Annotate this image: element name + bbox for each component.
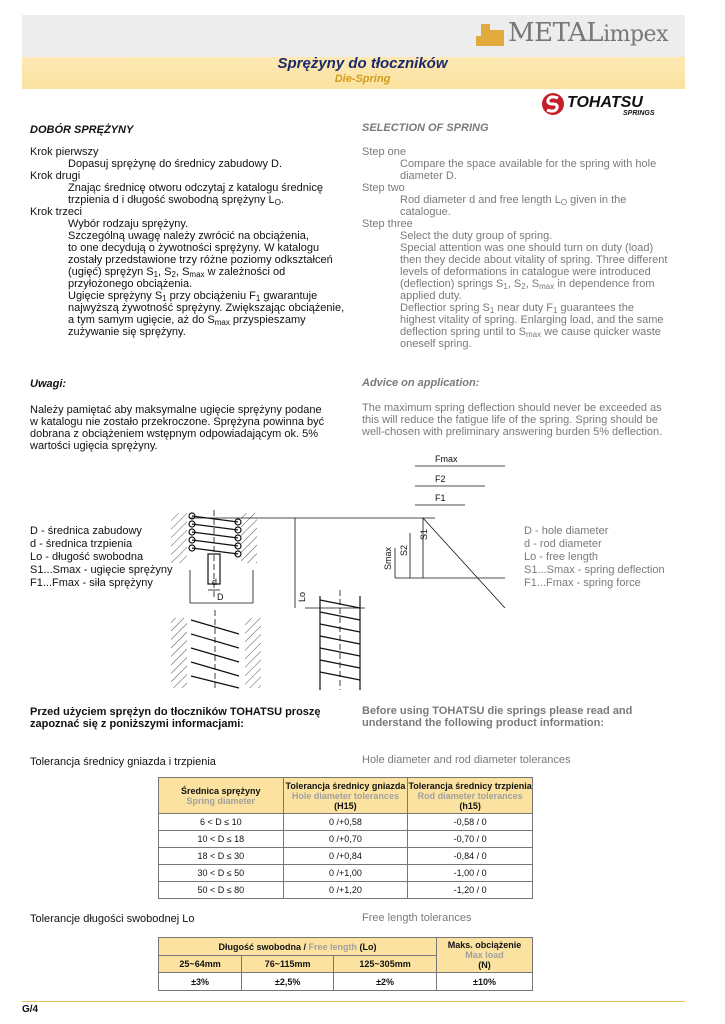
top-spring [171, 510, 257, 603]
notes-heading-pl: Uwagi: [30, 378, 67, 390]
table-header [159, 778, 533, 814]
bottom-spring-hatch-right [245, 618, 261, 688]
diameter-tolerance-table [158, 777, 533, 899]
legend-en: D - hole diameter d - rod diameter Lo - free length S1...Smax - spring deflection F1...Fmax - spring force [524, 525, 665, 589]
label-f2: F2 [435, 474, 446, 484]
top-spring-hatch-right [241, 513, 257, 563]
dimension-lines [190, 466, 505, 608]
label-s2: S2 [399, 544, 409, 556]
table-header [159, 938, 533, 956]
label-smax: Smax [383, 546, 393, 570]
before-using-pl: Przed użyciem sprężyn do tłoczników TOHATSU proszę zapoznać się z poniższymi informacjami: [30, 706, 321, 730]
bottom-spring [171, 610, 261, 690]
length-tolerance-table [158, 937, 533, 991]
free-spring [320, 590, 360, 690]
metalimpex-logo: METALimpex [508, 18, 668, 48]
notes-text-en: The maximum spring deflection should never be exceeded as this will reduce the fatigue life of the spring. Spring should be well-chosen with preliminary answering burden 5% deflection. [362, 402, 663, 438]
table-row: 18 < D ≤ 30 0 /+0,84 -0,84 / 0 [159, 848, 533, 865]
bottom-spring-hatch-left [171, 618, 187, 688]
label-s1: S1 [419, 528, 429, 540]
label-lo: Lo [297, 591, 307, 602]
footer-line [22, 1001, 685, 1002]
selection-steps-pl: Krok pierwszy Dopasuj sprężynę do średnicy zabudowy D. Krok drugi Znając średnicę otworu odczytaj z katalogu średnicę trzpienia d i długość swobodną sprężyny $L_O$. Krok trzeci Wybór rodzaju sprężyny. Szczególną uwagę należy zwrócić na obciążenia, to one decydują o żywotności sprężyny. W katalogu zostały przedstawione trzy różne poziomy odkształceń (ugięć) sprężyn $S_1$, $S_2$, $S_{max}$ w zależności od przyłożonego obciążenia. Ugięcie sprężyny $S_1$ przy obciążeniu $F_1$ gwarantuje najwyższą żywotność sprężyny. Zwiększając obciążenie, a tym samym ugięcie, aż do $S_{max}$ przyspieszamy zużywanie się sprężyny. [30, 146, 345, 338]
col-hole-tolerance: Tolerancja średnicy gniazda Hole diameter tolerances (H15) [283, 778, 408, 814]
length-tol-label-pl: Tolerancje długości swobodnej Lo [30, 913, 195, 925]
notes-heading-en: Advice on application: [362, 377, 480, 389]
selection-steps-en: Step one Compare the space available for the spring with hole diameter D. Step two Rod diameter d and free length $L_O$ given in the catalogue. Step three Select the duty group of spring. Special attention was one should turn on duty (load) then they decide about vitality of spring. Three different levels of deformations in catalogue were introduced (deflection) springs $S_1$, $S_2$, $S_{max}$ in dependence from applied duty. Deflectior spring $S_1$ near duty $F_1$ guarantees the highest vitality of spring. Enlarging load, and the same deflection spring until to $S_{max}$ we cause quicker waste oneself spring. [362, 146, 668, 350]
label-d-rod: d [212, 577, 218, 587]
label-f1: F1 [435, 493, 446, 503]
svg-text:TOHATSU: TOHATSU [567, 94, 643, 111]
page-number: G/4 [22, 1004, 39, 1015]
tohatsu-logo [541, 92, 676, 116]
legend-pl: D - średnica zabudowy d - średnica trzpienia Lo - długość swobodna S1...Smax - ugięcie sprężyny F1...Fmax - siła sprężyny [30, 525, 173, 589]
page-title: Sprężyny do tłoczników [277, 55, 448, 72]
selection-heading-pl: DOBÓR SPRĘŻYNY [30, 124, 134, 136]
table-row: ±3% ±2,5% ±2% ±10% [159, 973, 533, 991]
metalimpex-logo-icon [476, 24, 504, 46]
col-free-length: Długość swobodna / Free length (Lo) [159, 938, 437, 956]
diameter-tol-label-en: Hole diameter and rod diameter tolerances [362, 754, 571, 766]
table-row: 50 < D ≤ 80 0 /+1,20 -1,20 / 0 [159, 882, 533, 899]
table-row: 6 < D ≤ 10 0 /+0,58 -0,58 / 0 [159, 814, 533, 831]
top-spring-hatch-left [171, 513, 187, 563]
table-row: 10 < D ≤ 18 0 /+0,70 -0,70 / 0 [159, 831, 533, 848]
page-subtitle: Die-Spring [334, 73, 391, 85]
table-subheader: 25~64mm 76~115mm 125~305mm [159, 956, 533, 973]
col-spring-diameter: Średnica sprężyny Spring diameter [159, 778, 284, 814]
col-rod-tolerance: Tolerancja średnicy trzpienia Rod diameter tolerances (h15) [408, 778, 533, 814]
svg-text:SPRINGS: SPRINGS [623, 110, 655, 116]
col-max-load: Maks. obciążenie Max load (N) [437, 938, 533, 973]
length-tol-label-en: Free length tolerances [362, 912, 472, 924]
label-fmax: Fmax [435, 454, 458, 464]
before-using-en: Before using TOHATSU die springs please read and understand the following product information: [362, 705, 633, 729]
table-row: 30 < D ≤ 50 0 /+1,00 -1,00 / 0 [159, 865, 533, 882]
spring-diagram [165, 450, 525, 690]
notes-text-pl: Należy pamiętać aby maksymalne ugięcie sprężyny podane w katalogu nie zostało przekroczone. Sprężyna powinna być dobrana z obciążeniem wstępnym odpowiadającym ok. 5% wartości ugięcia sprężyny. [30, 404, 325, 452]
label-d-hole: D [217, 592, 224, 602]
diameter-tol-label-pl: Tolerancja średnicy gniazda i trzpienia [30, 756, 216, 768]
selection-heading-en: SELECTION OF SPRING [362, 122, 489, 134]
